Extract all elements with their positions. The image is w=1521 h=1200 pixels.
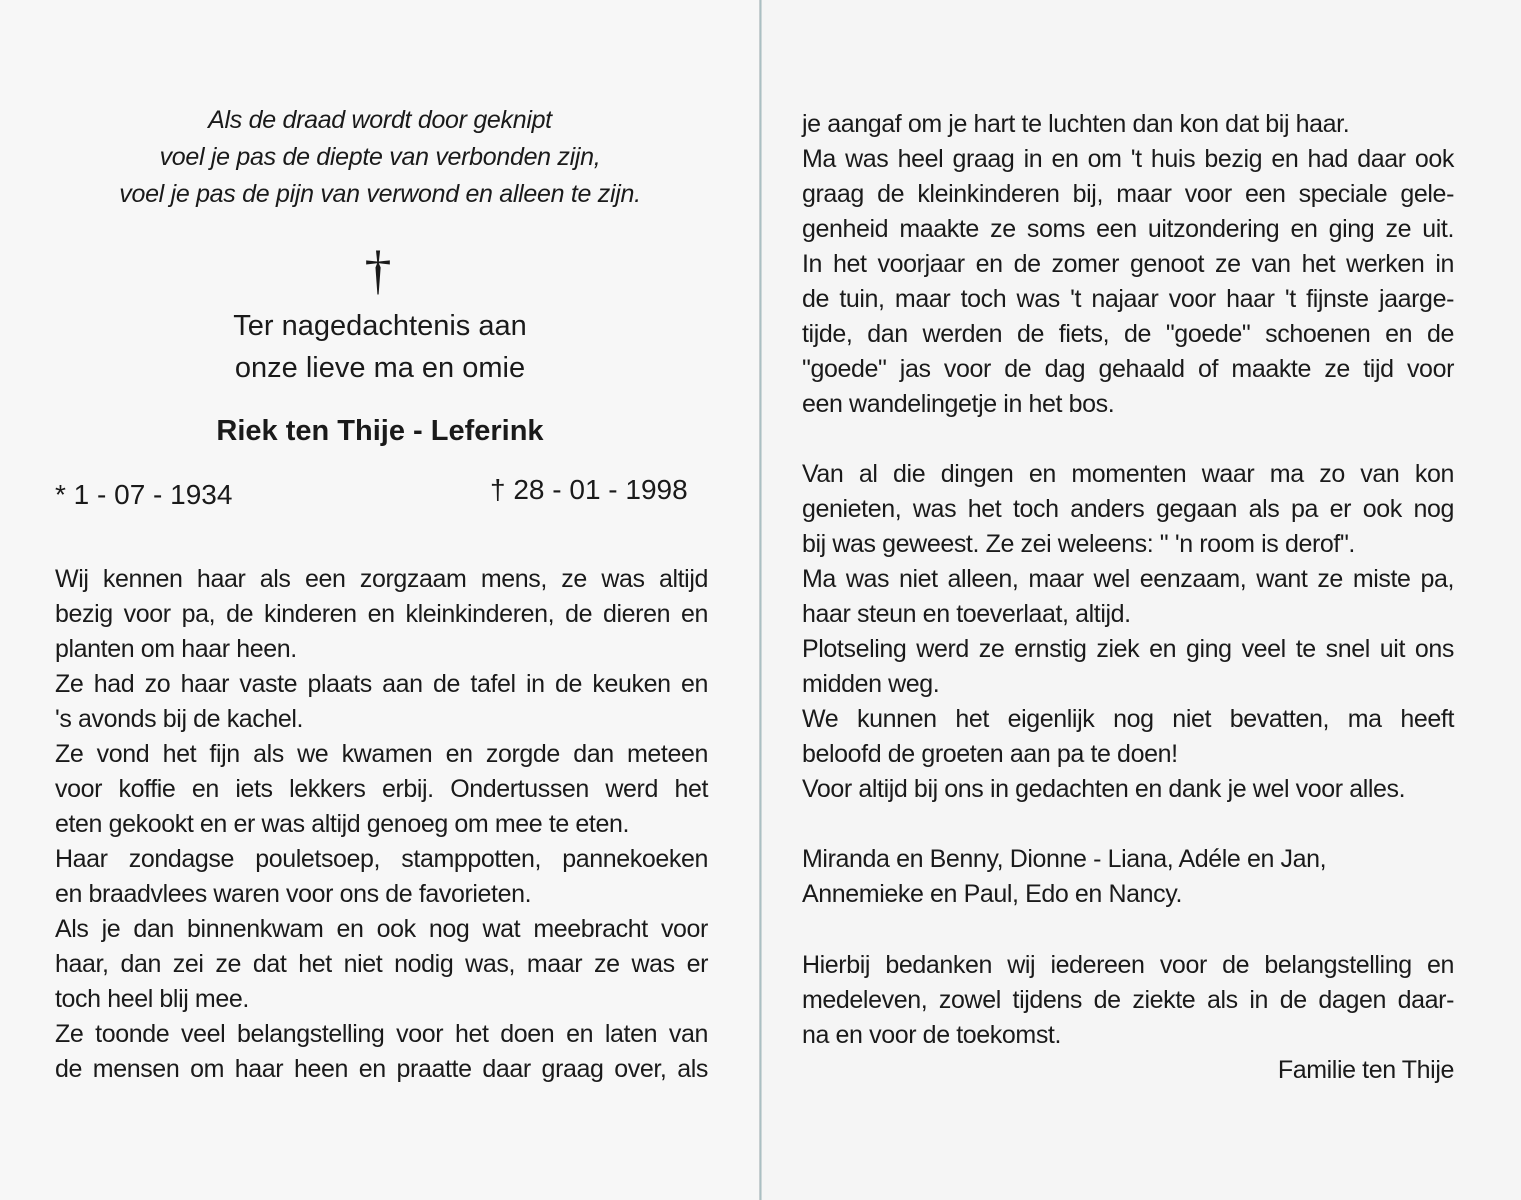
text-line: Miranda en Benny, Dionne - Liana, Adéle en Jan, (802, 845, 1327, 873)
text-line: beloofd de groeten aan pa te doen! (802, 740, 1178, 768)
text-line: genheid maakte ze soms een uitzondering en ging ze uit. (802, 215, 1454, 243)
left-body-text (55, 562, 708, 1087)
text-line: haar, dan zei ze dat het niet nodig was, maar ze was er (55, 950, 708, 978)
text-line: Hierbij bedanken wij iedereen voor de belangstelling en (802, 951, 1454, 979)
text-line: Als je dan binnenkwam en ook nog wat meebracht voor (55, 915, 708, 943)
text-line: en braadvlees waren voor ons de favorieten. (55, 880, 532, 908)
text-line: bij was geweest. Ze zei weleens: " 'n room is derof". (802, 530, 1355, 558)
thanks-text (802, 948, 1454, 1053)
text-line: een wandelingetje in het bos. (802, 390, 1115, 418)
text-line: Ze toonde veel belangstelling voor het doen en laten van (55, 1020, 708, 1048)
poem-line: voel je pas de diepte van verbonden zijn, (159, 143, 601, 171)
text-line: de tuin, maar toch was 't najaar voor haar 't fijnste jaarge- (802, 285, 1454, 313)
text-line: toch heel blij mee. (55, 985, 249, 1013)
text-line: genieten, was het toch anders gegaan als pa er ook nog (802, 495, 1454, 523)
text-line: Ma was niet alleen, maar wel eenzaam, want ze miste pa, (802, 565, 1454, 593)
text-line: Van al die dingen en momenten waar ma zo van kon (802, 460, 1454, 488)
text-line: Voor altijd bij ons in gedachten en dank je wel voor alles. (802, 775, 1406, 803)
text-line: Ze vond het fijn als we kwamen en zorgde dan meteen (55, 740, 708, 768)
text-line: de mensen om haar heen en praatte daar graag over, als (55, 1055, 708, 1083)
poem-line: Als de draad wordt door geknipt (208, 106, 552, 134)
birth-date: * 1 - 07 - 1934 (55, 479, 233, 510)
text-line: We kunnen het eigenlijk nog niet bevatten, ma heeft (802, 705, 1454, 733)
family-names (802, 842, 1454, 912)
deceased-name: Riek ten Thije - Leferink (216, 415, 544, 447)
text-line: Ma was heel graag in en om 't huis bezig en had daar ook (802, 145, 1454, 173)
text-line: na en voor de toekomst. (802, 1021, 1062, 1049)
right-page (762, 0, 1521, 1200)
cross-icon: † (364, 240, 392, 300)
text-line: 's avonds bij de kachel. (55, 705, 304, 733)
text-line: Annemieke en Paul, Edo en Nancy. (802, 880, 1183, 908)
text-line: medeleven, zowel tijdens de ziekte als in de dagen daar- (802, 986, 1454, 1014)
text-line: planten om haar heen. (55, 635, 297, 663)
text-line: tijde, dan werden de fiets, de "goede" schoenen en de (802, 320, 1454, 348)
text-line: "goede" jas voor de dag gehaald of maakte ze tijd voor (802, 355, 1454, 383)
poem-line: voel je pas de pijn van verwond en alleen te zijn. (119, 180, 641, 208)
text-line: bezig voor pa, de kinderen en kleinkinderen, de dieren en (55, 600, 708, 628)
right-body-text (802, 107, 1454, 422)
death-date: † 28 - 01 - 1998 (490, 474, 688, 505)
closing-text (802, 457, 1454, 807)
text-line: haar steun en toeverlaat, altijd. (802, 600, 1131, 628)
text-line: je aangaf om je hart te luchten dan kon dat bij haar. (802, 110, 1350, 138)
text-line: Plotseling werd ze ernstig ziek en ging veel te snel uit ons (802, 635, 1454, 663)
memorial-heading (0, 305, 760, 389)
left-page (0, 0, 760, 1200)
text-line: midden weg. (802, 670, 940, 698)
text-line: Wij kennen haar als een zorgzaam mens, ze was altijd (55, 565, 708, 593)
text-line: voor koffie en iets lekkers erbij. Ondertussen werd het (55, 775, 708, 803)
poem (0, 102, 760, 213)
text-line: Haar zondagse pouletsoep, stamppotten, pannekoeken (55, 845, 708, 873)
text-line: graag de kleinkinderen bij, maar voor een speciale gele- (802, 180, 1454, 208)
text-line: In het voorjaar en de zomer genoot ze van het werken in (802, 250, 1454, 278)
text-line: eten gekookt en er was altijd genoeg om mee te eten. (55, 810, 630, 838)
memorial-line: Ter nagedachtenis aan (233, 310, 527, 342)
memorial-line: onze lieve ma en omie (234, 352, 526, 384)
signature: Familie ten Thije (1277, 1056, 1454, 1084)
text-line: Ze had zo haar vaste plaats aan de tafel in de keuken en (55, 670, 708, 698)
